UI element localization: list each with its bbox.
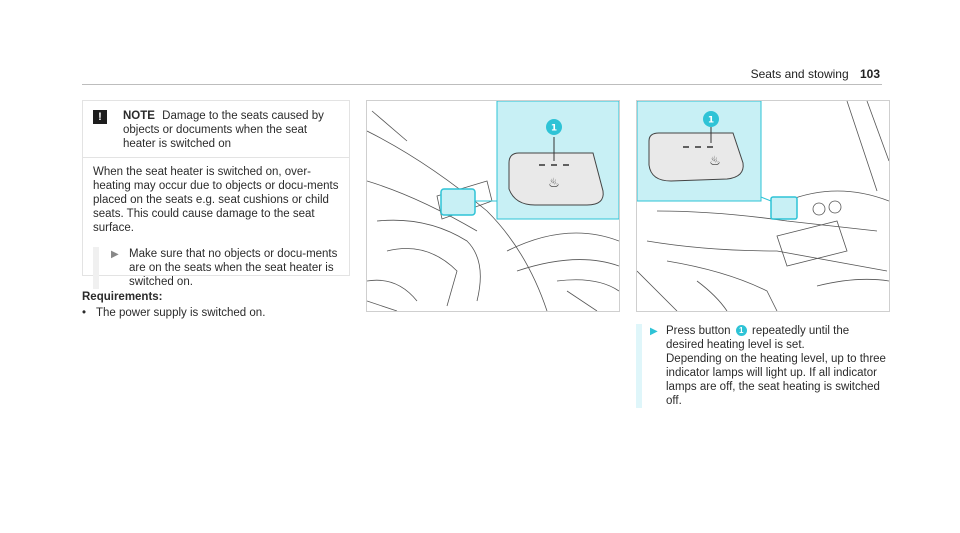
arrow-right-icon: ▶: [650, 326, 658, 337]
instruction-bar: [636, 324, 642, 408]
header-rule: [82, 84, 882, 85]
note-header: [83, 101, 349, 157]
note-action-text: Make sure that no objects or docu-ments are on the seats when the seat heater is switched on.: [129, 248, 338, 288]
seat-heater-icon: ♨: [709, 154, 721, 169]
callout-badge: 1: [736, 325, 747, 336]
note-body: When the seat heater is switched on, over-heating may occur due to objects or docu-ments placed on the seats e.g. seat cushions or child seats. This could cause damage to the seat surface.: [93, 166, 339, 234]
arrow-right-icon: ▶: [111, 249, 119, 260]
highlight-box: [771, 197, 797, 219]
note-heading: Damage to the seats caused by objects or documents when the seat heater is switched on: [123, 110, 324, 150]
note-action: [93, 247, 339, 289]
seat-heater-icon: ♨: [548, 176, 560, 191]
requirement-text: The power supply is switched on.: [96, 307, 266, 319]
warning-icon: !: [93, 110, 107, 124]
control-panel: [649, 133, 743, 181]
illustration-left: [366, 100, 620, 312]
door-panel-sketch-right: [637, 101, 889, 311]
bullet-icon: •: [82, 307, 87, 319]
instruction-text: Press button 1 repeatedly until the desired heating level is set. Depending on the heating level, up to three indicator lamps will light up. If all indicator lamps are off, the seat heating is switched off.: [666, 325, 886, 407]
note-title: NOTE: [123, 110, 155, 122]
section-title: Seats and stowing: [750, 67, 849, 81]
requirements: [82, 290, 265, 320]
highlight-box: [441, 189, 475, 215]
door-panel-sketch-left: [367, 101, 619, 311]
page-number: 103: [859, 67, 880, 81]
requirement-item: [82, 306, 265, 320]
svg-text:1: 1: [550, 123, 558, 134]
action-bar: [93, 247, 99, 289]
instruction-detail: Depending on the heating level, up to three indicator lamps will light up. If all indicator lamps are off, the seat heating is switched off.: [666, 353, 886, 407]
page-header: [751, 67, 880, 81]
illustration-right: [636, 100, 890, 312]
svg-text:1: 1: [707, 115, 715, 126]
note-box: [82, 100, 350, 288]
instruction-step: [636, 324, 886, 408]
requirements-title: Requirements:: [82, 291, 163, 303]
